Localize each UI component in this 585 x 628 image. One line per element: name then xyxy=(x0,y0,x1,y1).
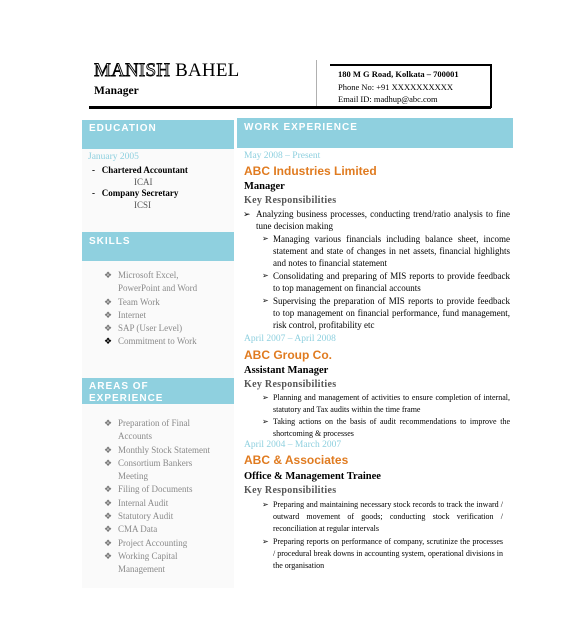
diamond-bullet-icon: ❖ xyxy=(104,550,113,561)
job-position: Manager xyxy=(244,181,285,192)
list-item-continuation: PowerPoint and Word xyxy=(118,283,198,294)
phone: Phone No: +91 XXXXXXXXXX xyxy=(338,81,454,92)
list-item: ❖ CMA Data xyxy=(104,523,232,536)
education-degree: Company Secretary xyxy=(101,188,179,198)
job-date: April 2007 – April 2008 xyxy=(244,334,336,344)
education-item xyxy=(92,165,188,175)
list-item: ❖ Monthly Stock Statement xyxy=(104,444,232,457)
job-date: April 2004 – March 2007 xyxy=(244,440,342,450)
first-name: MANISH xyxy=(94,60,171,81)
list-item: ❖ Project Accounting xyxy=(104,537,232,550)
diamond-bullet-icon: ❖ xyxy=(104,296,113,307)
diamond-bullet-icon: ❖ xyxy=(104,497,113,508)
diamond-bullet-icon: ❖ xyxy=(104,524,113,535)
diamond-bullet-icon: ❖ xyxy=(104,444,113,455)
diamond-bullet-icon: ❖ xyxy=(104,418,113,428)
skills-list xyxy=(104,269,232,349)
list-item: ❖ Microsoft Excel, xyxy=(104,269,232,282)
job-point: ➢ Supervising the preparation of MIS reports to provide feedback to top management on financial performance, fund management, risk control, profitability etc xyxy=(262,296,510,331)
header-divider xyxy=(316,60,317,106)
list-item: ❖ SAP (User Level) xyxy=(104,322,232,335)
arrow-bullet-icon: ➢ xyxy=(262,393,269,402)
job-lead-point: ➢ Analyzing business processes, conducting trend/ratio analysis to fine tune decision making xyxy=(243,209,510,232)
diamond-bullet-icon: ❖ xyxy=(104,323,113,334)
list-item: ❖ Consortium Bankers xyxy=(104,457,232,470)
job-position: Assistant Manager xyxy=(244,365,329,376)
last-name: BAHEL xyxy=(175,60,240,81)
list-item: ❖ Statutory Audit xyxy=(104,510,232,523)
education-org: ICAI xyxy=(134,177,153,187)
key-responsibilities-label: Key Responsibilities xyxy=(244,379,337,390)
list-item: ❖ Internal Audit xyxy=(104,497,232,510)
job-point: ➢ Consolidating and preparing of MIS reports to provide feedback to top management on financial accounts xyxy=(262,271,510,294)
job-point: ➢ Taking actions on the basis of audit recommendations to improve the shortcoming & processes xyxy=(262,417,510,438)
job-date: May 2008 – Present xyxy=(244,151,321,161)
company-name: ABC Industries Limited xyxy=(244,164,377,178)
arrow-bullet-icon: ➢ xyxy=(262,537,269,546)
arrow-bullet-icon: ➢ xyxy=(262,296,269,305)
job-point: ➢ Preparing reports on performance of company, scrutinize the processes / procedural break downs in accounting system, operational divisions in the organisation xyxy=(262,537,503,570)
education-degree: Chartered Accountant xyxy=(101,165,188,175)
list-item-continuation: Accounts xyxy=(118,431,152,442)
email: Email ID: madhup@abc.com xyxy=(338,94,438,104)
arrow-bullet-icon: ➢ xyxy=(262,417,269,426)
diamond-bullet-icon: ❖ xyxy=(104,484,113,495)
company-name: ABC & Associates xyxy=(244,453,349,467)
company-name: ABC Group Co. xyxy=(244,348,332,362)
key-responsibilities-label: Key Responsibilities xyxy=(244,195,337,206)
address: 180 M G Road, Kolkata – 700001 xyxy=(338,69,459,79)
diamond-bullet-icon: ❖ xyxy=(104,457,113,468)
list-item: ❖ Internet xyxy=(104,309,232,322)
list-item-continuation: Meeting xyxy=(118,471,148,482)
work-experience-heading: WORK EXPERIENCE xyxy=(237,118,513,148)
list-item: ❖ Preparation of Final xyxy=(104,417,232,430)
key-responsibilities-label: Key Responsibilities xyxy=(244,485,337,496)
skills-heading: SKILLS xyxy=(82,232,234,261)
job-point: ➢ Managing various financials including balance sheet, income statement and state of changes in net assets, financial highlights and notes to financial statement xyxy=(262,234,510,269)
diamond-bullet-icon: ❖ xyxy=(104,537,113,548)
list-item: ❖ Working Capital xyxy=(104,550,232,563)
list-item: ❖ Commitment to Work xyxy=(104,335,232,348)
list-item: ❖ Team Work xyxy=(104,296,232,309)
education-bullet: - xyxy=(92,165,95,175)
areas-heading: AREAS OF EXPERIENCE xyxy=(82,378,234,404)
arrow-bullet-icon: ➢ xyxy=(262,271,269,280)
diamond-bullet-icon: ❖ xyxy=(104,270,113,280)
list-item-continuation: Management xyxy=(118,564,165,575)
areas-list xyxy=(104,417,232,577)
job-point: ➢ Preparing and maintaining necessary stock records to track the inward / outward movement of goods; conducting stock verification / reconciliation at regular intervals xyxy=(262,500,503,533)
contact-info xyxy=(338,68,459,106)
education-heading: EDUCATION xyxy=(82,120,234,149)
list-item: ❖ Filing of Documents xyxy=(104,483,232,496)
job-point: ➢ Planning and management of activities to ensure completion of internal, statutory and Tax audits within the time frame xyxy=(262,393,510,414)
education-item xyxy=(92,188,178,198)
diamond-bullet-icon: ❖ xyxy=(104,511,113,522)
diamond-bullet-icon: ❖ xyxy=(104,336,113,347)
arrow-bullet-icon: ➢ xyxy=(243,209,251,219)
arrow-bullet-icon: ➢ xyxy=(262,500,269,509)
candidate-name xyxy=(94,60,239,82)
education-date: January 2005 xyxy=(88,152,139,162)
arrow-bullet-icon: ➢ xyxy=(262,234,269,243)
job-position: Office & Management Trainee xyxy=(244,471,381,482)
education-bullet: - xyxy=(92,188,95,198)
candidate-role: Manager xyxy=(94,85,139,97)
education-org: ICSI xyxy=(134,200,152,210)
diamond-bullet-icon: ❖ xyxy=(104,309,113,320)
